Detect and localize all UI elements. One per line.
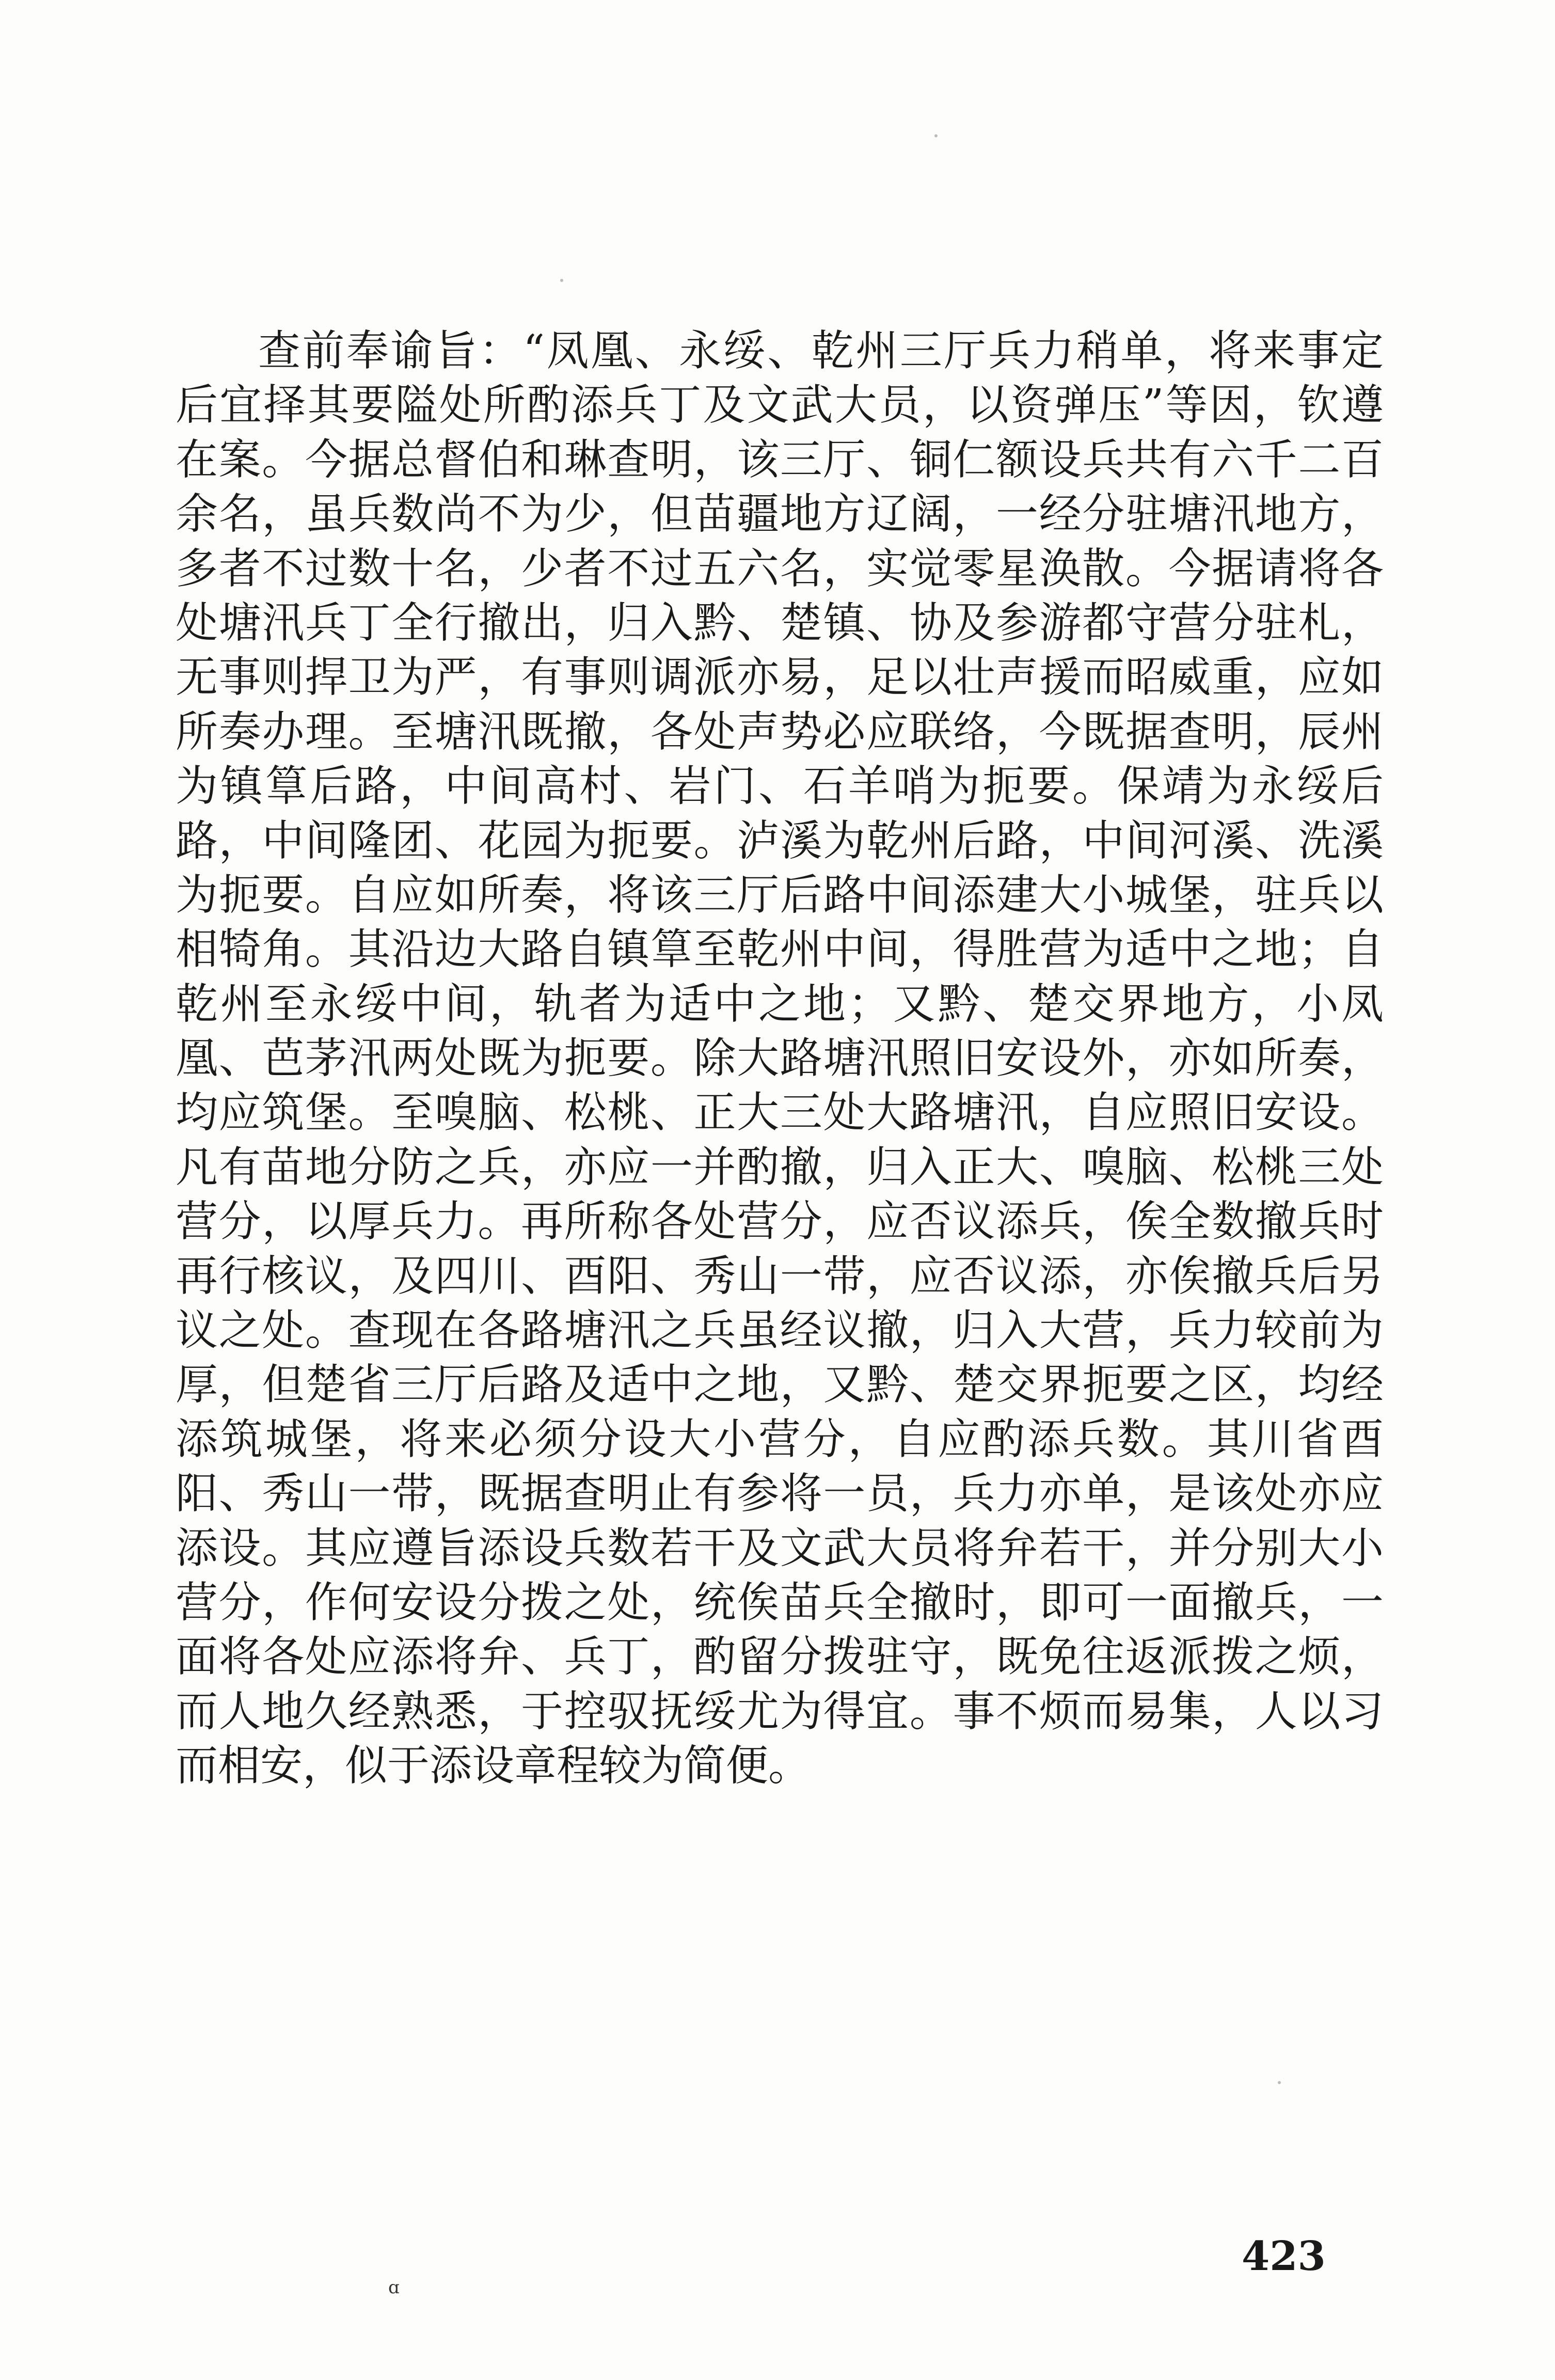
text-line: 凰、芭茅汛两处既为扼要。除大路塘汛照旧安设外，亦如所奏， (176, 1034, 1384, 1083)
text-line: 处塘汛兵丁全行撤出，归入黔、楚镇、协及参游都守营分驻札， (176, 598, 1384, 648)
text-line: 乾州至永绥中间，轨者为适中之地；又黔、楚交界地方，小凤 (176, 979, 1384, 1029)
text-line: 相犄角。其沿边大路自镇筸至乾州中间，得胜营为适中之地；自 (176, 925, 1384, 974)
text-line: 营分，作何安设分拨之处，统俟苗兵全撤时，即可一面撤兵，一 (176, 1578, 1384, 1627)
text-line: 再行核议，及四川、酉阳、秀山一带，应否议添，亦俟撤兵后另 (176, 1251, 1384, 1301)
text-line: 阳、秀山一带，既据查明止有参将一员，兵力亦单，是该处亦应 (176, 1469, 1384, 1519)
text-line: 厚，但楚省三厅后路及适中之地，又黔、楚交界扼要之区，均经 (176, 1360, 1384, 1410)
text-line: 余名，虽兵数尚不为少，但苗疆地方辽阔，一经分驻塘汛地方， (176, 490, 1384, 539)
text-line: 均应筑堡。至嗅脑、松桃、正大三处大路塘汛，自应照旧安设。 (176, 1088, 1384, 1138)
text-line: 在案。今据总督伯和琳查明，该三厅、铜仁额设兵共有六千二百 (176, 435, 1384, 484)
scan-speck (934, 134, 938, 137)
bottom-mark: ɑ (388, 2277, 400, 2298)
text-line: 凡有苗地分防之兵，亦应一并酌撤，归入正大、嗅脑、松桃三处 (176, 1142, 1384, 1192)
text-line: 路，中间隆团、花园为扼要。泸溪为乾州后路，中间河溪、洗溪 (176, 816, 1384, 865)
text-line: 而人地久经熟悉，于控驭抚绥尤为得宜。事不烦而易集，人以习 (176, 1687, 1384, 1736)
text-line: 添筑城堡，将来必须分设大小营分，自应酌添兵数。其川省酉 (176, 1414, 1384, 1464)
text-line: 议之处。查现在各路塘汛之兵虽经议撤，归入大营，兵力较前为 (176, 1306, 1384, 1356)
text-line: 所奏办理。至塘汛既撤，各处声势必应联络，今既据查明，辰州 (176, 707, 1384, 756)
scan-speck (560, 279, 563, 282)
text-line: 为镇筸后路，中间高村、岩门、石羊哨为扼要。保靖为永绥后 (176, 762, 1384, 811)
text-line: 多者不过数十名，少者不过五六名，实觉零星涣散。今据请将各 (176, 544, 1384, 593)
text-line: 而相安，似于添设章程较为简便。 (176, 1741, 811, 1791)
body-text (176, 325, 1384, 1795)
text-line: 面将各处应添将弁、兵丁，酌留分拨驻守，既免往返派拨之烦， (176, 1632, 1384, 1682)
scan-speck (1278, 2081, 1281, 2084)
text-line: 为扼要。自应如所奏，将该三厅后路中间添建大小城堡，驻兵以 (176, 870, 1384, 920)
page-number: 423 (1242, 2233, 1326, 2280)
text-line: 营分，以厚兵力。再所称各处营分，应否议添兵，俟全数撤兵时 (176, 1197, 1384, 1247)
text-line: 添设。其应遵旨添设兵数若干及文武大员将弁若干，并分别大小 (176, 1523, 1384, 1573)
text-line: 无事则捍卫为严，有事则调派亦易，足以壮声援而昭威重，应如 (176, 653, 1384, 702)
text-line: 查前奉谕旨：“凤凰、永绥、乾州三厅兵力稍单，将来事定 (258, 326, 1384, 375)
text-line: 后宜择其要隘处所酌添兵丁及文武大员，以资弹压”等因，钦遵 (176, 381, 1384, 430)
